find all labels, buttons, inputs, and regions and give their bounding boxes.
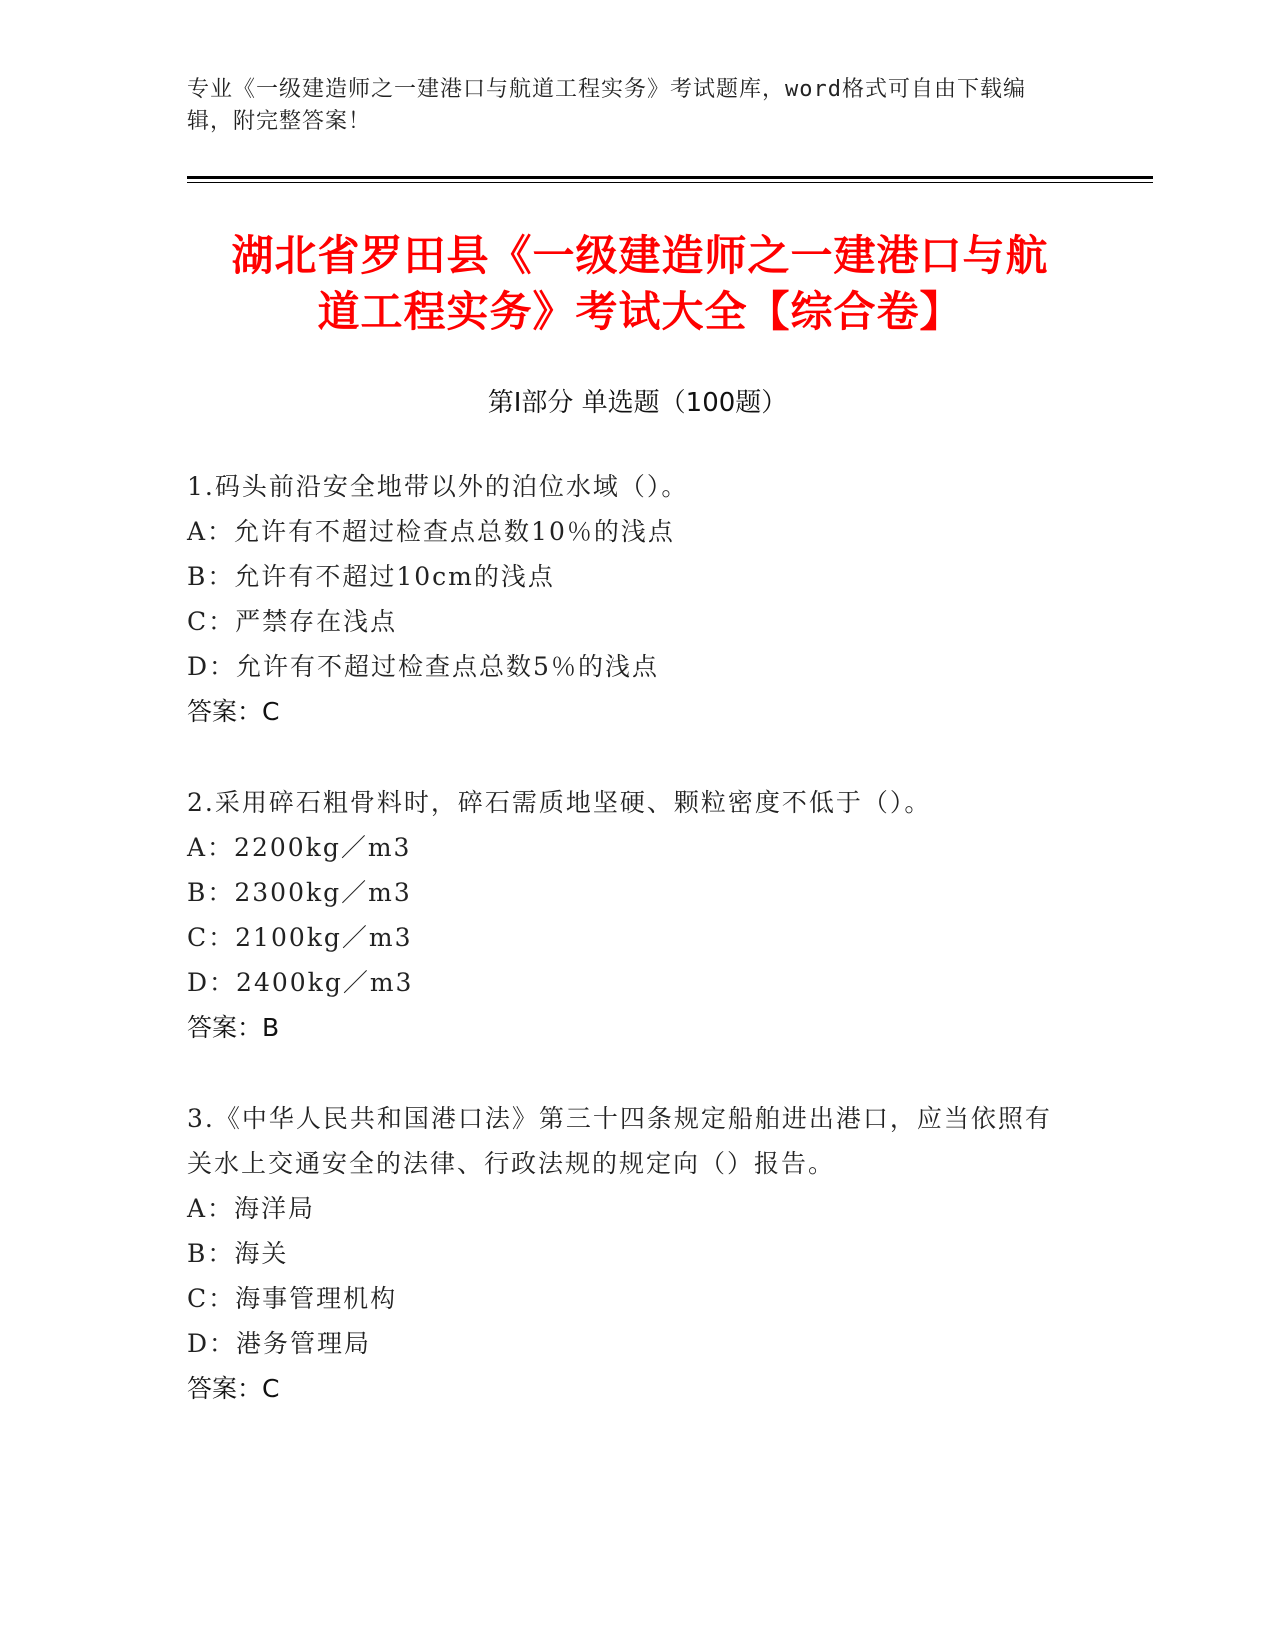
option-b: B：允许有不超过10cm的浅点: [187, 562, 555, 591]
option-b: B：2300kg／m3: [187, 878, 412, 907]
question-1: [187, 464, 1067, 734]
option-d: D：2400kg／m3: [187, 968, 414, 997]
document-title: [160, 228, 1120, 340]
question-2: [187, 780, 1067, 1050]
header-divider-thin: [187, 182, 1153, 183]
option-b: B：海关: [187, 1239, 289, 1268]
document-title-line-2: 道工程实务》考试大全【综合卷】: [317, 287, 963, 336]
answer: 答案：B: [187, 1013, 280, 1042]
option-c: C：严禁存在浅点: [187, 607, 398, 636]
option-c: C：海事管理机构: [187, 1284, 398, 1313]
question-stem: 3.《中华人民共和国港口法》第三十四条规定船舶进出港口，应当依照有关水上交通安全的法律、行政法规的规定向（）报告。: [187, 1104, 1052, 1178]
question-3: [187, 1096, 1067, 1411]
option-c: C：2100kg／m3: [187, 923, 413, 952]
answer: 答案：C: [187, 697, 280, 726]
option-d: D：允许有不超过检查点总数5％的浅点: [187, 652, 659, 681]
question-stem: 2.采用碎石粗骨料时，碎石需质地坚硬、颗粒密度不低于（）。: [187, 788, 932, 817]
header-divider-thick: [187, 176, 1153, 179]
question-stem: 1.码头前沿安全地带以外的泊位水域（）。: [187, 472, 689, 501]
option-d: D：港务管理局: [187, 1329, 372, 1358]
document-title-line-1: 湖北省罗田县《一级建造师之一建港口与航: [231, 231, 1049, 280]
option-a: A：海洋局: [187, 1194, 316, 1223]
option-a: A：2200kg／m3: [187, 833, 412, 862]
answer: 答案：C: [187, 1374, 280, 1403]
header-note: 专业《一级建造师之一建港口与航道工程实务》考试题库，word格式可自由下载编辑，附完整答案！: [187, 77, 1026, 134]
option-a: A：允许有不超过检查点总数10％的浅点: [187, 517, 675, 546]
section-title: 第Ⅰ部分 单选题（100题）: [487, 388, 788, 418]
